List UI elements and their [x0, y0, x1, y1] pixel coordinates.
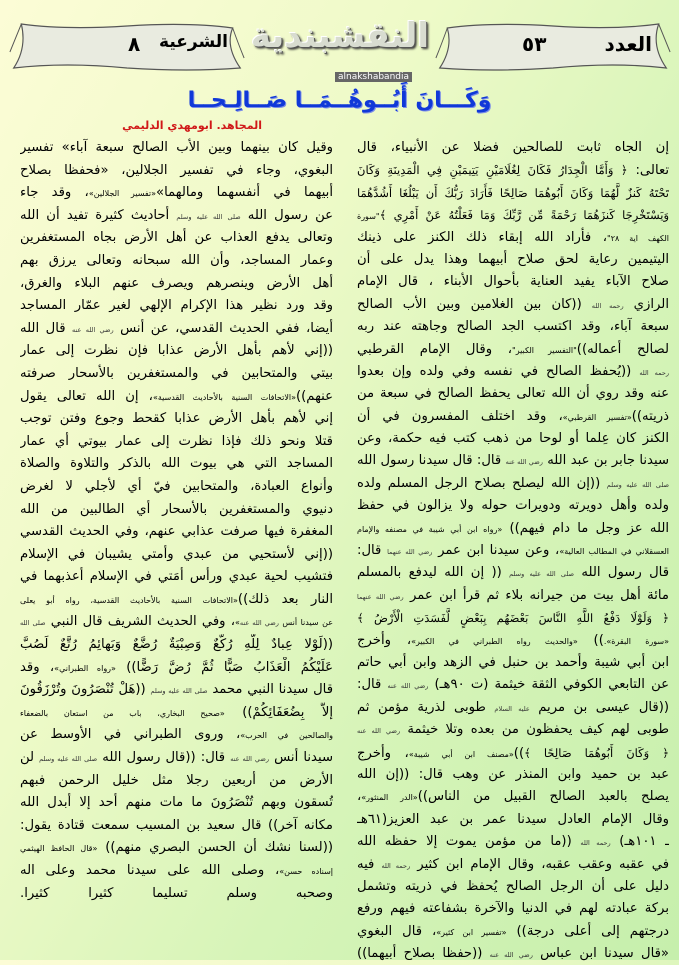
- text-line: [357, 518, 669, 540]
- text-segment: ، وقد: [20, 659, 55, 675]
- issue-label: العدد: [604, 32, 652, 56]
- text-segment: )): [577, 632, 604, 648]
- section-banner: [8, 18, 246, 76]
- text-line: [357, 854, 669, 876]
- text-segment: المساجد التي هي بيوت الله بالذكر والتلاوة والصلاة: [20, 456, 333, 472]
- text-segment: ((لَوْلا عِبادٌ لِلَّهِ رُكَّعٌ وَصِبْيَةٌ رُضَّعٌ وَبَهائِمُ رُتَّعٌ لَصُبَّ: [20, 637, 333, 653]
- text-line: [20, 453, 333, 476]
- text-line: [357, 742, 669, 764]
- citation: "التفسير الكبير": [512, 345, 577, 355]
- text-line: [357, 831, 669, 853]
- citation: والصالحين في الحرب»: [240, 731, 333, 741]
- issue-banner: [434, 18, 672, 76]
- text-segment: ابن أبي شيبة وأحمد بن حنبل في الزهد وابن أبي حاتم: [357, 654, 669, 670]
- text-segment: تُسقون وبهم تُنْصَرُونَ ما مات منهم أحد إلا أبدل الله: [20, 795, 333, 811]
- citation: «الدر المنثور»: [361, 793, 418, 803]
- text-line: [20, 476, 333, 499]
- honorific: صلى الله عليه وسلم: [176, 212, 241, 221]
- text-segment: إني لأهم بأهل الأرض عذابا كقحط وجوع وفتن توجب: [20, 411, 333, 427]
- citation: إسناده حسن»: [279, 867, 333, 876]
- text-segment: وعمار المساجد، وأن الله سبحانه وتعالى يرزق بهم: [20, 252, 333, 268]
- text-line: [20, 657, 333, 680]
- text-line: [20, 408, 333, 431]
- text-line: [20, 837, 333, 860]
- text-segment: وصحبه وسلم تسليما كثيرا كثيرا.: [20, 885, 333, 901]
- text-line: [357, 428, 669, 450]
- text-segment: بيتي والمتحابين في والمستغفرين بالأسحار صرفته: [20, 365, 333, 381]
- honorific: صلى الله عليه وسلم: [606, 480, 669, 489]
- text-line: [20, 340, 333, 363]
- text-line: [20, 499, 333, 522]
- text-line: [20, 521, 333, 544]
- text-segment: إن الجاه ثابت للصالحين فضلا عن الأنبياء، قال: [357, 140, 669, 155]
- text-segment: ، وقال الإمام القرطبي: [357, 341, 513, 357]
- text-segment: أحاديث كثيرة تفيد أن الله: [20, 207, 170, 223]
- text-line: [20, 273, 333, 296]
- citation: "سورة: [357, 212, 380, 222]
- honorific: رحمه الله: [381, 861, 411, 870]
- text-line: [20, 634, 333, 657]
- citation: «تفسير الجلالين»: [88, 189, 157, 199]
- text-line: [357, 204, 669, 226]
- quran-verse: ﴿ وَأَمَّا الْجِدَارُ فَكَانَ لِغُلَامَيْنِ يَتِيمَيْنِ فِي الْمَدِينَةِ وَكَانَ: [357, 163, 628, 178]
- text-segment: فيه: [357, 856, 382, 872]
- citation: «رواه الطبراني»: [54, 663, 116, 673]
- text-segment: قال:: [357, 677, 388, 693]
- text-line: [20, 883, 333, 906]
- text-line: [357, 383, 669, 405]
- text-segment: وأنواع العبادة، والمتحابين فيّ أي لأجلي لا لغرض: [20, 478, 333, 494]
- honorific: صلى الله عليه وسلم: [39, 755, 98, 764]
- quran-verse: ﴿ وَلَوْلَا دَفْعُ اللَّهِ النَّاسَ بَعْضَهُم بِبَعْضٍ لَّفَسَدَتِ الْأَرْضُ ﴾: [357, 611, 669, 626]
- text-line: [357, 182, 669, 204]
- text-segment: اليتيمين رعاية لحق صلاح أبيهما وهذا يدل على أن: [357, 251, 669, 267]
- citation: «تفسير ابن كثير»: [436, 927, 507, 937]
- text-segment: لصالح أعماله)): [576, 341, 669, 357]
- text-line: [357, 719, 669, 741]
- text-segment: درجتهم إلى أعلى درجة)): [506, 923, 669, 939]
- text-line: [20, 160, 333, 183]
- article-title: وَكَـــانَ أَبُــوهُــمَــا صَــالِـحــا: [187, 88, 492, 113]
- citation: «سورة البقرة».: [603, 636, 669, 646]
- issue-number: ٥٣: [522, 32, 547, 56]
- quran-verse: ﴿ وَكَانَ أَبُوهُمَا صَالِحًا ﴾: [524, 745, 669, 760]
- text-line: [357, 450, 669, 472]
- text-segment: «قال سيدنا ابن عباس: [532, 946, 669, 962]
- text-segment: )): [513, 745, 525, 761]
- text-segment: أيضا، ففي الحديث القدسي، عن أنس: [113, 320, 333, 336]
- text-segment: ، وأخرج: [357, 745, 409, 761]
- text-segment: يصلح بالعبد الصالح القبيل من الناس)): [417, 789, 669, 805]
- text-line: [20, 250, 333, 273]
- citation: عن سيدنا أنس: [278, 618, 333, 628]
- text-segment: ((هَلْ تُنْصَرُونَ وتُرْزَقُونَ: [20, 682, 151, 698]
- text-segment: الرازي: [623, 296, 669, 312]
- text-segment: ((حفظا بصلاح أبيهما)): [357, 946, 490, 962]
- text-line: [20, 137, 333, 160]
- page-number: ٨: [128, 32, 141, 56]
- text-segment: وقد ورد نظير هذا الإكرام الإلهي لغير عمّار المساجد: [20, 298, 333, 314]
- text-line: [357, 495, 669, 517]
- citation: «والحديث رواه الطبراني في الكبير»: [411, 636, 578, 646]
- honorific: صلى الله: [20, 619, 46, 628]
- section-label: الشرعية: [159, 32, 228, 52]
- text-line: [357, 271, 669, 293]
- text-segment: سبعة آباء، وقد اكتسب الجد الصالح وجاهته عند ربه: [357, 319, 669, 335]
- text-segment: طوبى لذرية مؤمن ثم: [357, 699, 495, 715]
- text-line: [20, 747, 333, 770]
- text-segment: عنهم)): [296, 388, 333, 404]
- honorific: رحمه الله: [591, 301, 624, 310]
- text-line: [20, 815, 333, 838]
- text-line: [20, 318, 333, 341]
- honorific: رضي الله عنه: [357, 727, 401, 736]
- text-segment: في عقبه وعقب عقبه، وقال الإمام ابن كثير: [410, 856, 669, 872]
- text-line: [357, 876, 669, 898]
- text-column-left: [20, 137, 333, 905]
- text-line: [20, 566, 333, 589]
- honorific: رضي الله عنه: [72, 325, 114, 334]
- text-segment: ، إن الله تعالى يقول: [20, 388, 153, 404]
- text-line: [20, 182, 333, 205]
- text-segment: ذريته)): [631, 408, 669, 424]
- honorific: رضي الله عنهما: [357, 592, 404, 601]
- text-segment: أهل الأرض وينصرهم ويصرف عنهم البلاء والغرق،: [20, 275, 333, 291]
- text-line: [357, 361, 669, 383]
- text-segment: الأرض من أربعين رجلا مثل خليل الرحمن فبهم: [20, 772, 333, 788]
- text-line: [20, 227, 333, 250]
- text-segment: الله عز وجل ما دام فيهم)): [502, 520, 669, 536]
- quran-verse: وَيَسْتَخْرِجَا كَنزَهُمَا رَحْمَةً مِّن رَّبِّكَ وَمَا فَعَلْتُهُ عَنْ أَمْرِي ﴾: [379, 208, 669, 223]
- text-line: [20, 792, 333, 815]
- text-line: [20, 386, 333, 409]
- text-line: [357, 137, 669, 159]
- text-segment: ، فأراد الله إبقاء ذلك الكنز على ذينك: [357, 229, 608, 245]
- text-segment: وتعالى يدفع العذاب عن أهل الأرض بجاه المستغفرين: [20, 230, 333, 246]
- text-segment: إلاَّ بِضُعَفَائِكُمْ)): [224, 704, 333, 720]
- text-segment: عنه وقد روي أن الله تعالى يحفظ الصالح في سبعة من: [357, 386, 669, 402]
- text-line: [20, 860, 333, 883]
- text-segment: فتشيب لحية عبدي ورأس أمَتي في الإسلام أعذبهما في: [20, 569, 333, 585]
- citation: الكهف اية ٢٨": [607, 233, 669, 243]
- text-line: [20, 724, 333, 747]
- text-segment: الكنز كان عِلما أو لوحا من ذهب كتب فيه حكمة، وعن: [357, 431, 669, 447]
- text-segment: ((إني لأستحيي من عبدي وأمتي يشيبان في الإسلام: [20, 546, 333, 562]
- text-segment: قال: قال سيدنا رسول الله: [357, 453, 506, 469]
- honorific: رضي الله عنه: [239, 619, 279, 628]
- text-segment: ، وروى الطبراني في الأوسط عن: [20, 727, 241, 743]
- text-segment: ولده وأهل دويرته ودويرات حوله ولا يزالون في حفظ: [357, 498, 669, 514]
- text-line: [357, 406, 669, 428]
- text-line: [20, 431, 333, 454]
- text-segment: قتلا ونحو ذلك فإذا نظرت إلى عمار بيوتي أي عمار: [20, 433, 333, 449]
- text-segment: دنيوي والمستغفرين بالأسحار أي الطالبين من الله: [20, 501, 333, 517]
- text-line: [20, 205, 333, 228]
- citation: «قال الحافظ الهيثمي: [20, 844, 98, 854]
- citation: «الاتحافات السنية بالأحاديث القدسية، رواه أبو يعلى: [20, 595, 238, 605]
- citation: «رواه ابن أبي شيبة في مصنفه والإمام: [357, 524, 503, 534]
- citation: «تفسير القرطبي»: [562, 412, 632, 422]
- text-segment: ((قال عيسى بن مريم: [529, 699, 669, 715]
- text-line: [357, 294, 669, 316]
- quran-verse: تَحْتَهُ كَنزٌ لَّهُمَا وَكَانَ أَبُوهُمَا صَالِحًا فَأَرَادَ رَبُّكَ أَن يَبْلُغَا أَشُدَّهُمَا: [357, 185, 669, 200]
- text-line: [20, 702, 333, 725]
- text-segment: قال:: [357, 543, 388, 559]
- honorific: عليه السلام: [494, 704, 530, 713]
- text-segment: سيدنا أنس: [269, 750, 333, 766]
- text-segment: قال: ((قال رسول الله: [97, 750, 231, 766]
- text-segment: ، وفي الحديث الشريف قال النبي: [45, 614, 235, 630]
- text-line: [357, 898, 669, 920]
- text-segment: بركة عبادته لهم في الدنيا والآخرة بشفاعته فيهم ورفع: [357, 901, 669, 917]
- text-line: [20, 679, 333, 702]
- text-line: [20, 589, 333, 612]
- text-segment: سيدنا جابر بن عبد الله: [542, 453, 669, 469]
- text-segment: ، وصلى الله على سيدنا محمد وعلى اله: [20, 863, 280, 878]
- text-line: [357, 227, 669, 249]
- text-segment: النار بعد ذلك)): [237, 591, 333, 607]
- citation: «صحيح البخاري، باب من استعان بالضعفاء: [20, 708, 225, 718]
- text-segment: ، وعن سيدنا ابن عمر: [432, 543, 560, 559]
- text-segment: قال رسول الله: [574, 565, 669, 581]
- citation: العسقلاني في المطالب العالية»: [559, 547, 669, 557]
- text-segment: المغفرة فيها صرفت عذابي عنهم، وفي الحديث القدسي: [20, 524, 333, 540]
- text-line: [357, 786, 669, 808]
- logo-latin: alnakshabandia: [335, 72, 412, 82]
- text-line: [357, 159, 669, 181]
- text-segment: وقال الإمام العادل سيدنا عمر بن عبد العزيز(٦١هـ: [357, 811, 669, 827]
- text-line: [357, 339, 669, 361]
- text-segment: صلاح الآباء يفيد العناية بأحوال الأبناء ، قال الإمام: [357, 274, 669, 290]
- honorific: صلى الله عليه وسلم: [509, 570, 575, 579]
- honorific: رضي الله عنه: [230, 755, 269, 764]
- text-segment: ،: [357, 789, 362, 805]
- text-line: [357, 473, 669, 495]
- citation: «الاتحافات السنية بالأحاديث القدسية»: [152, 392, 296, 402]
- text-segment: عَلَيْكُمُ الْعَذَابُ صَبًّا ثُمَّ رُضَّ رَضًّا)): [115, 659, 333, 675]
- text-line: [357, 943, 669, 965]
- text-line: [357, 607, 669, 629]
- text-line: [20, 770, 333, 793]
- text-segment: البغوي، وجاء في تفسير الجلالين، «فحفظا بصلاح: [20, 162, 333, 178]
- honorific: رضي الله عنه: [505, 458, 543, 467]
- text-segment: أبيهما في أنفسهما ومالهما»: [156, 185, 333, 201]
- text-segment: (( إن الله ليدفع بالمسلم: [357, 565, 502, 581]
- text-segment: ، قال البغوي: [357, 923, 437, 939]
- honorific: صلى الله عليه وسلم: [150, 687, 208, 696]
- text-line: [357, 764, 669, 786]
- text-segment: قال الله: [20, 320, 66, 336]
- text-segment: ((إن الله ليصلح بصلاح الرجل المسلم ولده: [357, 475, 601, 491]
- text-segment: ((لسنا نشك أن الحسن البصري منهم)): [97, 840, 333, 856]
- text-segment: مكانه آخر)) قال سعيد بن المسيب سمعت قتادة يقول:: [20, 817, 333, 833]
- honorific: رضي الله عنه: [387, 682, 429, 691]
- citation: »: [235, 618, 240, 628]
- text-line: [357, 809, 669, 831]
- text-segment: ((ما من مؤمن يموت إلا حفظه الله: [357, 834, 581, 850]
- text-column-right: [357, 137, 669, 965]
- honorific: رحمه الله: [580, 839, 611, 848]
- text-line: [357, 249, 669, 271]
- text-line: [20, 363, 333, 386]
- text-line: [357, 674, 669, 696]
- citation: «مصنف ابن أبي شيبة»: [408, 749, 514, 759]
- text-segment: وقيل كان بينهما وبين الأب الصالح سبعة آباء» تفسير: [20, 140, 333, 155]
- text-segment: ، وقد اختلف المفسرون في أن: [357, 408, 563, 424]
- text-line: [357, 540, 669, 562]
- logo-arabic: النقشبندية: [250, 16, 430, 56]
- text-line: [20, 544, 333, 567]
- text-line: [357, 630, 669, 652]
- text-segment: ((كان بين الغلامين وبين الأب الصالح: [357, 296, 592, 312]
- honorific: رحمه الله: [639, 368, 669, 377]
- text-line: [357, 697, 669, 719]
- text-line: [357, 316, 669, 338]
- text-segment: قال سيدنا النبي محمد: [207, 682, 333, 698]
- text-segment: مائة أهل بيت من جيرانه بلاء ثم قرأ ابن عمر: [403, 587, 669, 603]
- honorific: رضي الله عنه: [489, 951, 533, 960]
- text-segment: عن رسول الله: [240, 207, 333, 223]
- text-segment: عن التابعي الكوفي الثقة خيثمة (ت ٩٠هـ): [428, 677, 669, 693]
- text-line: [357, 585, 669, 607]
- text-segment: لن: [20, 750, 35, 766]
- text-segment: دليل على أن الرجل الصالح يُحفظ في ذريته وتشمل: [357, 878, 669, 894]
- text-line: [20, 611, 333, 634]
- text-segment: تعالى:: [627, 163, 669, 179]
- article-author: المجاهد. ابومهدي الدليمي: [122, 119, 262, 132]
- text-segment: عبد بن حميد وابن المنذر عن وهب قال: ((إن الله: [357, 766, 669, 782]
- text-segment: ((إني لأهم بأهل الأرض عذابا فإن نظرت إلى عمار: [20, 343, 333, 359]
- text-line: [20, 295, 333, 318]
- honorific: رضي الله عنهما: [387, 548, 433, 557]
- text-segment: ((يُحفظ الصالح في نفسه وفي ولده وإن بعدوا: [357, 363, 640, 379]
- text-line: [357, 921, 669, 943]
- text-segment: ـ ١٠١هـ): [610, 834, 669, 850]
- magazine-logo: [250, 8, 430, 88]
- text-segment: ، وقد جاء: [20, 185, 89, 201]
- text-segment: ، وأخرج: [357, 632, 412, 648]
- text-line: [357, 652, 669, 674]
- text-line: [357, 562, 669, 584]
- text-segment: طوبى لهم كيف يحفظون من بعده وتلا خيثمة: [400, 722, 669, 738]
